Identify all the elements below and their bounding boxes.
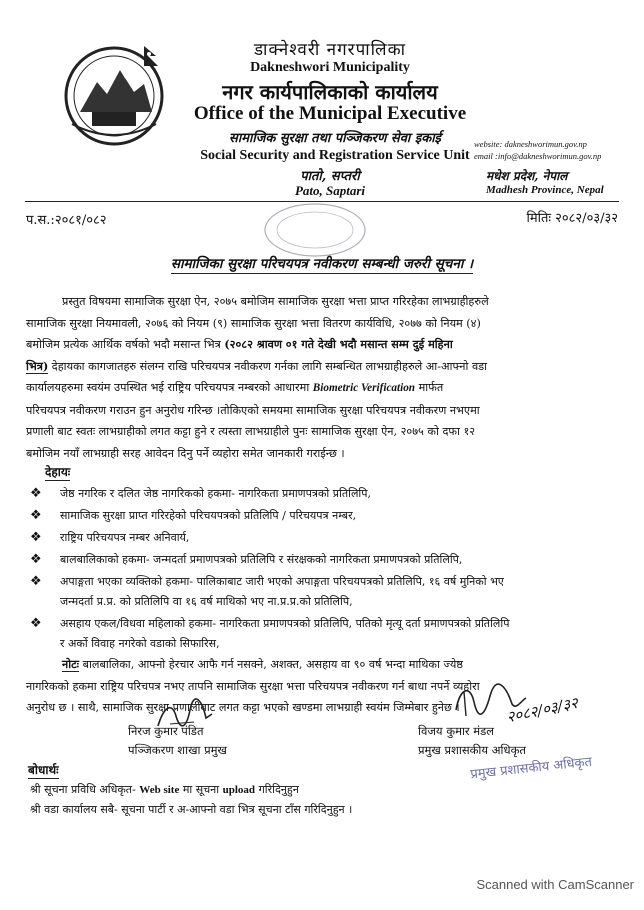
- unit-name-en: Social Security and Registration Service Unit: [200, 148, 470, 163]
- website-text: website: dakneshworimun.gov.np: [474, 139, 587, 149]
- scanner-watermark: Scanned with CamScanner: [476, 877, 634, 892]
- cc-label: बोधार्थः: [28, 763, 59, 777]
- bullet-item: बालबालिकाको हकमा- जन्मदर्ता प्रमाणपत्रको प्रतिलिपि र संरक्षकको नागरिकता प्रमाणपत्रको प्रतिलिपि,: [60, 553, 463, 566]
- cc-line-2: श्री वडा कार्यालय सबै- सूचना पार्टी र अ-आफ्नो वडा भित्र सूचना टाँस गरिदिनुहुन ।: [30, 803, 353, 816]
- bullet-item: असहाय एकल/विधवा महिलाको हकमा- नागरिकता प्रमाणपत्रको प्रतिलिपि, पतिको मृत्यू दर्ता प्रमाणपत्रको प्रतिलिपि र अर्को विवाह नगरेको वडाको सिफारिस,: [60, 617, 510, 650]
- municipality-name-en: Dakneshwori Municipality: [250, 60, 410, 75]
- bullet-item: राष्ट्रिय परिचयपत्र नम्बर अनिवार्य,: [60, 531, 190, 544]
- office-stamp: [260, 200, 370, 260]
- address-np: पातो, सप्तरी: [300, 169, 360, 184]
- left-signatory-title: पञ्जिकरण शाखा प्रमुख: [128, 743, 227, 757]
- note-paragraph: नोटः बालबालिका, आफ्नो हेरचार आफै गर्न नसक्ने, अशक्त, असहाय वा ९० वर्ष भन्दा माथिका ज्येष्ठ नागरिकको हकमा राष्ट्रिय परिचपत्र नभए तापनि सामाजिक सुरक्षा भत्ता परिचयपत्र नवीकरण गर्न बाधा नपर्ने व्यहोरा अनुरोध छ । साथै, सामाजिक सुरक्षा प्रणालीबाट लगत कट्टा भएको खण्डमा लाभग्राही स्वयंम जिम्मेबार हुनेछ ।: [26, 657, 480, 714]
- address-en: Pato, Saptari: [294, 183, 366, 198]
- province-en: Madhesh Province, Nepal: [486, 184, 604, 196]
- left-signatory-name: निरज कुमार पंडित: [128, 724, 204, 738]
- reference-number: प.स.:२०८१/०८२: [26, 213, 107, 228]
- unit-name-np: सामाजिक सुरक्षा तथा पञ्जिकरण सेवा इकाई: [229, 131, 441, 146]
- notice-subject: सामाजिका सुरक्षा परिचयपत्र नवीकरण सम्बन्धी जरुरी सूचना ।: [170, 256, 474, 272]
- bullet-icon: ❖: [30, 574, 42, 589]
- bullet-item: अपाङ्गता भएका व्यक्तिको हकमा- पालिकाबाट जारी भएको अपाङ्गता परिचयपत्रको प्रतिलिपि, १६ वर्ष मुनिको भए जन्मदर्ता प्र.प्र. को प्रतिलिपि वा १६ वर्ष माथिको भए ना.प्र.प्र.को प्रतिलिपि,: [60, 575, 504, 608]
- province-np: मधेश प्रदेश, नेपाल: [486, 169, 568, 183]
- bullet-item: जेष्ठ नगरिक र दलित जेष्ठ नागरिकको हकमा- नागरिकता प्रमाणपत्रको प्रतिलिपि,: [60, 487, 372, 500]
- bullet-icon: ❖: [30, 508, 42, 523]
- body-paragraph: प्रस्तुत विषयमा सामाजिक सुरक्षा ऐन, २०७५ बमोजिम सामाजिक सुरक्षा भत्ता प्राप्त गरिरहेका लाभग्राहीहरुले सामाजिक सुरक्षा नियमावली, २०७६ को नियम (९) सामाजिक सुरक्षा भत्ता वितरण कार्यविधि, २०७७ को नियम (४) बमोजिम प्रत्येक आर्थिक वर्षको भदौ मसान्त भित्र (२०८२ श्रावण ०१ गते देखी भदौ मसान्त सम्म दुई महिना भित्र) देहायका कागजातहरु संलग्न राखि परिचयपत्र नवीकरण गर्नका लागि सम्बन्धित लाभग्राहीहरुले आ-आफ्नो वडा कार्यालयहरुमा स्वयंम उपस्थित भई राष्ट्रिय परिचयपत्र नम्बरको आधारमा Biometric Verification मार्फत परिचयपत्र नवीकरण गराउन हुन अनुरोध गरिन्छ ।तोकिएको समयमा सामाजिक सुरक्षा परिचयपत्र नवीकरण नभएमा प्रणाली बाट स्वतः लाभग्राहीको लगत कट्टा हुने र त्यस्ता लाभग्राहीले पुनः सामाजिक सुरक्षा ऐन, २०७५ को दफा १२ बमोजिम नयाँ लाभग्राही सरह आवेदन दिनु पर्ने व्यहोरा समेत जानकारी गराईन्छ ।: [26, 295, 489, 460]
- notice-date: मितिः २०८२/०३/३२: [526, 211, 618, 226]
- bullet-icon: ❖: [30, 530, 42, 545]
- bullet-icon: ❖: [30, 616, 42, 631]
- documents-label: देहायः: [45, 465, 71, 479]
- office-name-en: Office of the Municipal Executive: [193, 103, 467, 124]
- municipality-name-np: डाक्नेश्वरी नगरपालिका: [253, 40, 407, 60]
- designation-stamp: प्रमुख प्रशासकीय अधिकृत: [469, 754, 593, 783]
- email-text: email :info@dakneshworimun.gov.np: [474, 151, 602, 161]
- right-signatory-name: विजय कुमार मंडल: [418, 724, 495, 738]
- bullet-item: सामाजिक सुरक्षा प्राप्त गरिरहेको परिचयपत्रको प्रतिलिपि / परिचयपत्र नम्बर,: [60, 509, 357, 522]
- office-name-np: नगर कार्यपालिकाको कार्यालय: [222, 80, 438, 104]
- right-signatory-title: प्रमुख प्रशासकीय अधिकृत: [418, 743, 526, 757]
- bullet-icon: ❖: [30, 552, 42, 567]
- contact-info: [474, 138, 601, 162]
- bullet-icon: ❖: [30, 486, 42, 501]
- cc-line-1: श्री सूचना प्रविधि अधिकृत- Web site मा सूचना upload गरिदिनुहुन: [30, 783, 299, 796]
- handwritten-date: २०८२/०३/३२: [504, 693, 580, 727]
